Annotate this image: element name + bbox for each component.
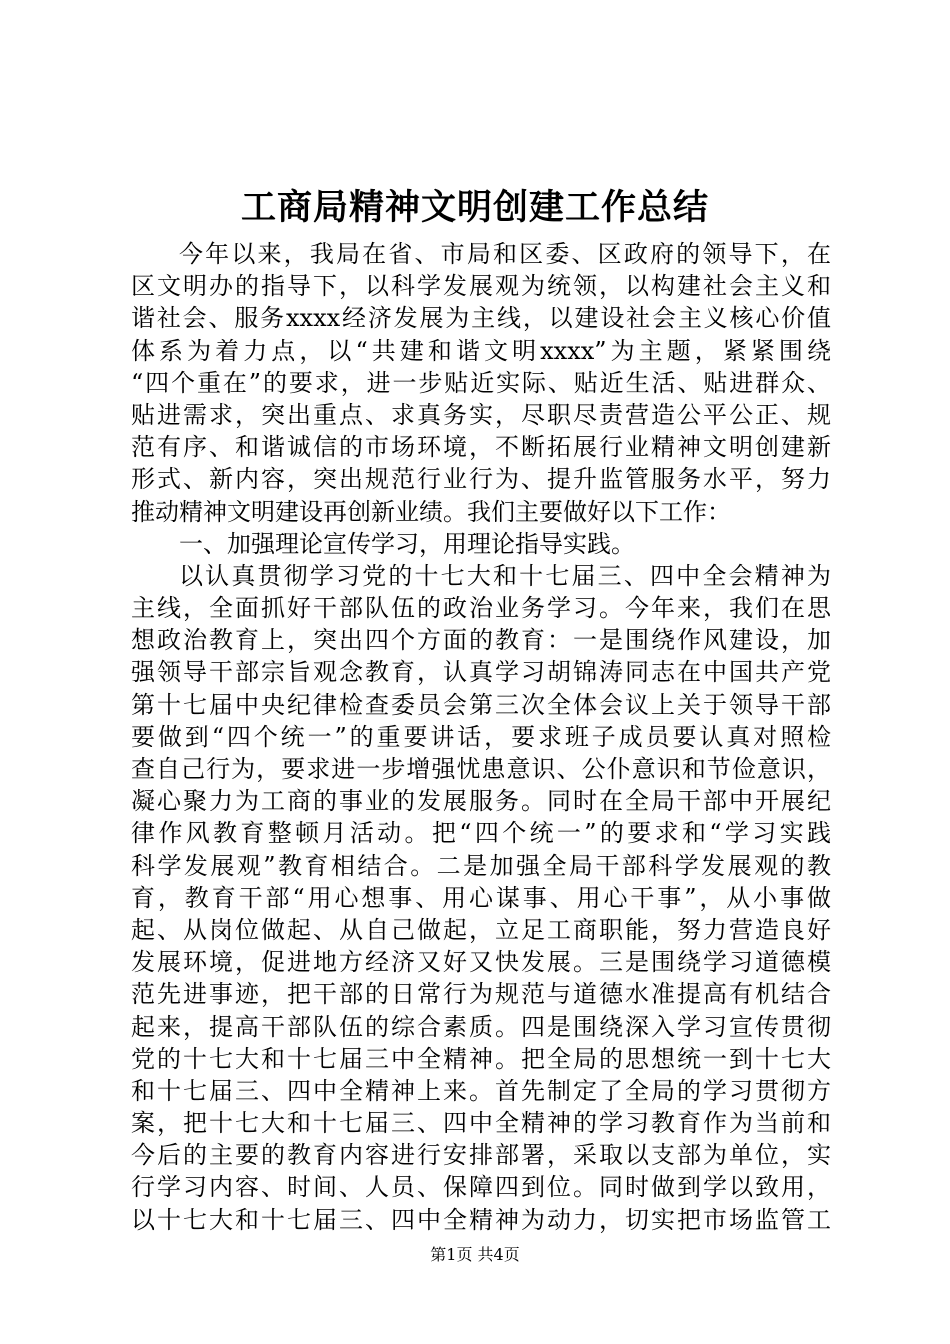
body-line: 起、从岗位做起、从自己做起，立足工商职能，努力营造良好	[131, 915, 831, 944]
document-body	[131, 238, 831, 1236]
body-line: “四个重在”的要求，进一步贴近实际、贴近生活、贴进群众、	[131, 368, 831, 397]
body-line: 强领导干部宗旨观念教育，认真学习胡锦涛同志在中国共产党	[131, 658, 831, 687]
body-line: 发展环境，促进地方经济又好又快发展。三是围绕学习道德模	[131, 948, 831, 977]
document-title: 工商局精神文明创建工作总结	[240, 187, 709, 228]
body-line: 行学习内容、时间、人员、保障四到位。同时做到学以致用，	[131, 1173, 831, 1202]
body-line: 第十七届中央纪律检查委员会第三次全体会议上关于领导干部	[131, 690, 831, 719]
body-line: 范有序、和谐诚信的市场环境，不断拓展行业精神文明创建新	[131, 433, 831, 462]
body-line: 律作风教育整顿月活动。把“四个统一”的要求和“学习实践	[131, 819, 831, 848]
body-line: 起来，提高干部队伍的综合素质。四是围绕深入学习宣传贯彻	[131, 1012, 831, 1041]
body-line: 推动精神文明建设再创新业绩。我们主要做好以下工作：	[131, 497, 731, 526]
body-line: 主线，全面抓好干部队伍的政治业务学习。今年来，我们在思	[131, 594, 831, 623]
body-line: 今后的主要的教育内容进行安排部署，采取以支部为单位，实	[131, 1141, 831, 1170]
body-line: 和十七届三、四中全精神上来。首先制定了全局的学习贯彻方	[131, 1076, 831, 1105]
body-line: 要做到“四个统一”的重要讲话，要求班子成员要认真对照检	[131, 722, 831, 751]
body-line: 以十七大和十七届三、四中全精神为动力，切实把市场监管工	[131, 1205, 831, 1234]
body-line: 党的十七大和十七届三中全精神。把全局的思想统一到十七大	[131, 1044, 831, 1073]
body-line: 一、加强理论宣传学习，用理论指导实践。	[179, 529, 635, 558]
body-line: 凝心聚力为工商的事业的发展服务。同时在全局干部中开展纪	[131, 787, 831, 816]
body-line: 育，教育干部“用心想事、用心谋事、用心干事”，从小事做	[131, 883, 831, 912]
body-line: 查自己行为，要求进一步增强忧患意识、公仆意识和节俭意识，	[131, 755, 831, 783]
body-line: 案，把十七大和十七届三、四中全精神的学习教育作为当前和	[131, 1109, 831, 1138]
body-line: 形式、新内容，突出规范行业行为、提升监管服务水平，努力	[131, 465, 831, 494]
body-line: 区文明办的指导下，以科学发展观为统领，以构建社会主义和	[131, 272, 831, 301]
body-line: 想政治教育上，突出四个方面的教育：一是围绕作风建设，加	[131, 626, 831, 655]
body-line: 范先进事迹，把干部的日常行为规范与道德水准提高有机结合	[131, 980, 831, 1009]
body-line: 贴进需求，突出重点、求真务实，尽职尽责营造公平公正、规	[131, 400, 831, 429]
body-line: 体系为着力点，以“共建和谐文明xxxx”为主题，紧紧围绕	[131, 336, 831, 365]
page-footer: 第1页 共4页	[430, 1245, 520, 1264]
body-line: 以认真贯彻学习党的十七大和十七届三、四中全会精神为	[179, 561, 831, 590]
body-line: 谐社会、服务xxxx经济发展为主线，以建设社会主义核心价值	[131, 304, 831, 333]
body-line: 科学发展观”教育相结合。二是加强全局干部科学发展观的教	[131, 851, 831, 880]
body-line: 今年以来，我局在省、市局和区委、区政府的领导下，在	[179, 240, 831, 268]
